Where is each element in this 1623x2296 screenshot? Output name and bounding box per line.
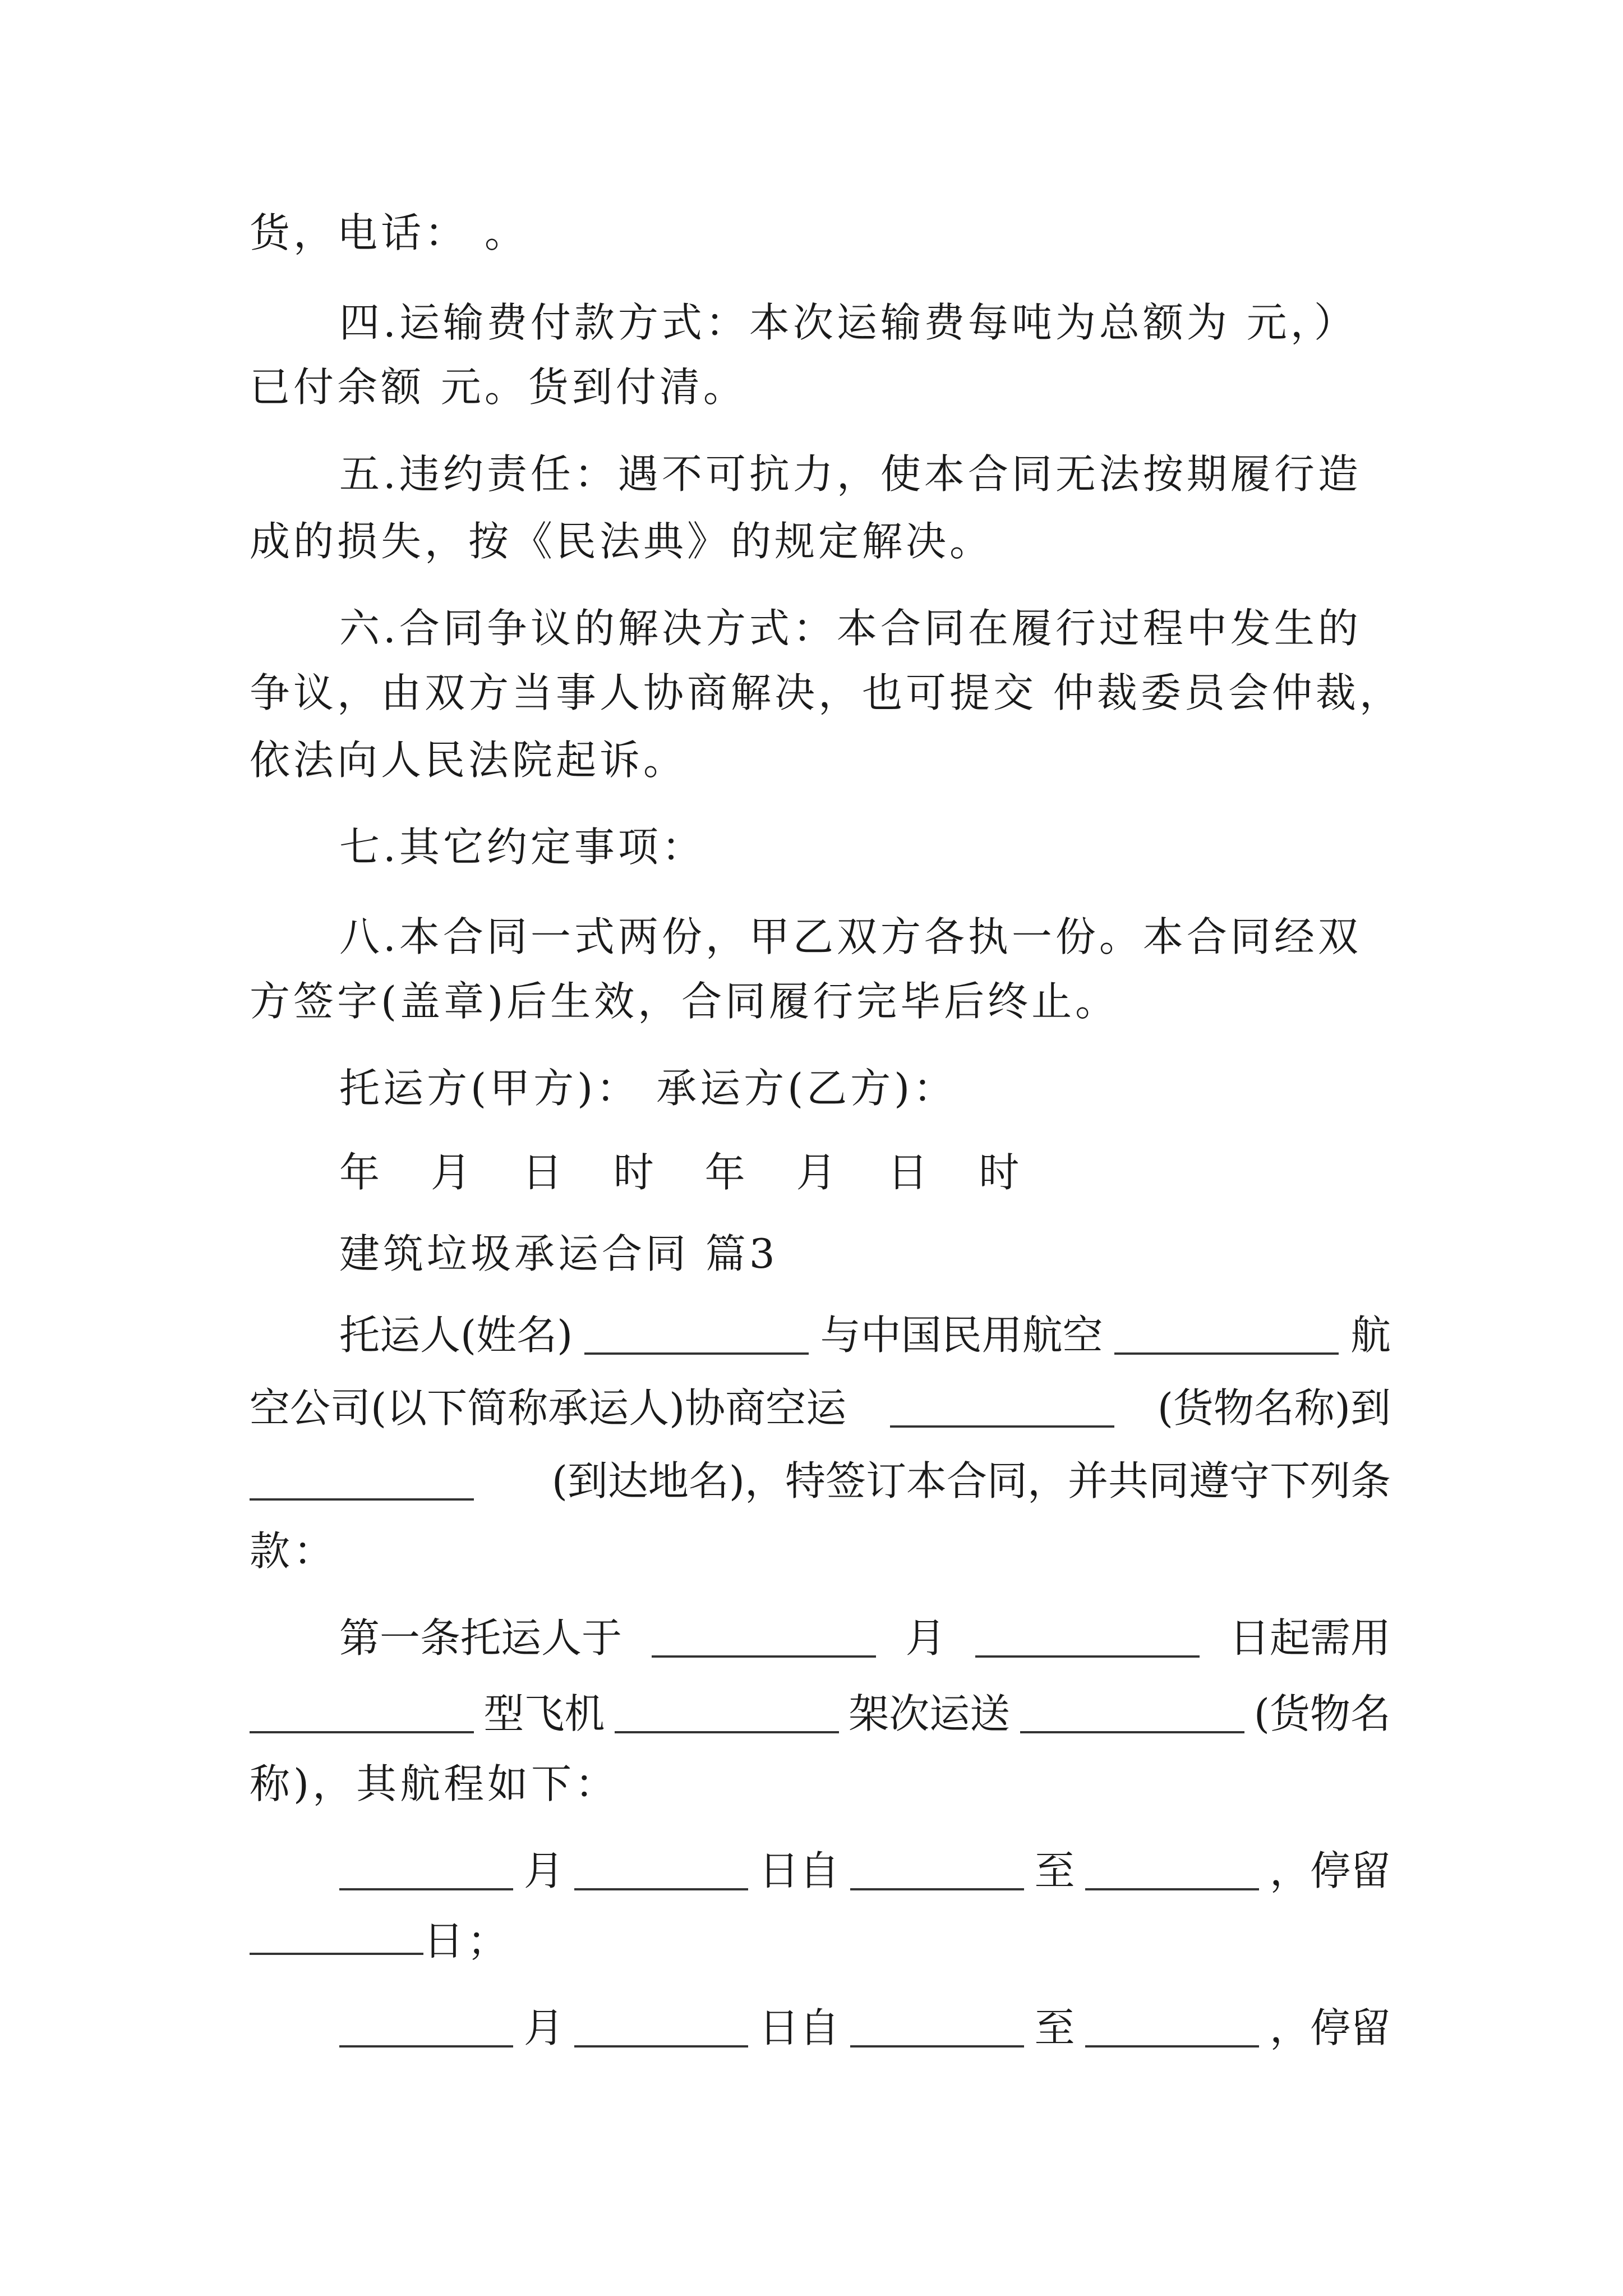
date-day-2: 日 bbox=[887, 1149, 947, 1196]
text-line-6: 六.合同争议的解决方式：本合同在履行过程中发生的 bbox=[339, 605, 1362, 652]
date-month-2: 月 bbox=[796, 1149, 856, 1196]
section-title: 建筑垃圾承运合同 篇3 bbox=[339, 1230, 778, 1277]
art1-line-2 bbox=[250, 1680, 1391, 1747]
date-year-2: 年 bbox=[704, 1149, 764, 1196]
text-line-2: 四.运输费付款方式：本次运输费每吨为总额为 元，） bbox=[339, 299, 1358, 346]
route-line-3 bbox=[339, 1994, 1391, 2062]
route2-from-label: 日自 bbox=[759, 2004, 840, 2051]
start-day-blank[interactable] bbox=[975, 1618, 1200, 1658]
p1-text-4: 空公司(以下简称承运人)协商空运 bbox=[250, 1384, 847, 1432]
date-line bbox=[339, 1139, 1391, 1206]
text-line-4: 五.违约责任：遇不可抗力，使本合同无法按期履行造 bbox=[339, 450, 1362, 498]
text-line-11: 方签字(盖章)后生效，合同履行完毕后终止。 bbox=[250, 978, 1119, 1025]
date-day-1: 日 bbox=[522, 1149, 582, 1196]
route1-origin-blank[interactable] bbox=[850, 1851, 1024, 1890]
signatory-line: 托运方(甲方)： 承运方(乙方)： bbox=[339, 1065, 957, 1112]
route2-day-blank[interactable] bbox=[574, 2008, 748, 2047]
text-line-5: 成的损失，按《民法典》的规定解决。 bbox=[250, 518, 994, 565]
text-line-1: 货，电话： 。 bbox=[250, 209, 528, 256]
route1-month-label: 月 bbox=[523, 1847, 564, 1894]
route2-stay-label: ，停留 bbox=[1269, 2004, 1391, 2051]
destination-blank[interactable] bbox=[250, 1461, 474, 1501]
text-line-8: 依法向人民法院起诉。 bbox=[250, 737, 688, 784]
art1-text-4: 型飞机 bbox=[483, 1690, 605, 1737]
aircraft-type-blank[interactable] bbox=[250, 1694, 474, 1733]
art1-line-1 bbox=[339, 1604, 1391, 1672]
p1-text-2: 与中国民用航空 bbox=[820, 1312, 1103, 1359]
text-line-7: 争议，由双方当事人协商解决，也可提交 仲裁委员会仲裁， bbox=[250, 669, 1403, 716]
p1-line-3 bbox=[250, 1447, 1391, 1515]
art1-text-6: (货物名 bbox=[1253, 1690, 1391, 1737]
date-month-1: 月 bbox=[430, 1149, 490, 1196]
text-line-9: 七.其它约定事项： bbox=[339, 823, 706, 871]
route1-to-label: 至 bbox=[1034, 1847, 1075, 1894]
route1-destination-blank[interactable] bbox=[1085, 1851, 1259, 1890]
airline-blank[interactable] bbox=[1114, 1315, 1339, 1355]
route2-month-blank[interactable] bbox=[339, 2008, 513, 2047]
art1-line-3: 称)，其航程如下： bbox=[250, 1760, 619, 1807]
route2-month-label: 月 bbox=[523, 2004, 564, 2051]
text-line-3: 已付余额 元。货到付清。 bbox=[250, 364, 747, 411]
text-line-10: 八.本合同一式两份，甲乙双方各执一份。本合同经双 bbox=[339, 913, 1362, 960]
route-line-2 bbox=[250, 1907, 1391, 1975]
p1-text-1: 托运人(姓名) bbox=[339, 1312, 573, 1359]
goods-name-blank[interactable] bbox=[890, 1388, 1114, 1428]
date-hour-2: 时 bbox=[979, 1149, 1039, 1196]
date-hour-1: 时 bbox=[613, 1149, 673, 1196]
p1-text-3: 航 bbox=[1350, 1312, 1391, 1359]
art1-text-3: 日起需用 bbox=[1229, 1614, 1391, 1662]
p1-text-5: (货物名称)到 bbox=[1157, 1384, 1391, 1432]
route1-day-end-label: 日； bbox=[423, 1917, 511, 1964]
route1-stay-days-blank[interactable] bbox=[250, 1916, 423, 1955]
start-month-blank[interactable] bbox=[652, 1618, 876, 1658]
p1-line-2 bbox=[250, 1374, 1391, 1442]
route1-from-label: 日自 bbox=[759, 1847, 840, 1894]
art1-text-1: 第一条托运人于 bbox=[339, 1614, 623, 1662]
shipper-name-blank[interactable] bbox=[584, 1315, 809, 1355]
route1-day-blank[interactable] bbox=[574, 1851, 748, 1890]
p1-text-6: (到达地名)，特签订本合同，并共同遵守下列条 bbox=[551, 1457, 1391, 1504]
cargo-name-blank[interactable] bbox=[1020, 1694, 1244, 1733]
route2-to-label: 至 bbox=[1034, 2004, 1075, 2051]
art1-text-5: 架次运送 bbox=[849, 1690, 1011, 1737]
art1-text-2: 月 bbox=[905, 1614, 946, 1662]
flight-count-blank[interactable] bbox=[615, 1694, 839, 1733]
p1-line-1 bbox=[339, 1301, 1391, 1369]
route2-destination-blank[interactable] bbox=[1085, 2008, 1259, 2047]
route2-origin-blank[interactable] bbox=[850, 2008, 1024, 2047]
route-line-1 bbox=[339, 1837, 1391, 1904]
route1-stay-label: ，停留 bbox=[1269, 1847, 1391, 1894]
p1-line-4: 款： bbox=[250, 1527, 338, 1575]
date-year-1: 年 bbox=[339, 1149, 399, 1196]
route1-month-blank[interactable] bbox=[339, 1851, 513, 1890]
